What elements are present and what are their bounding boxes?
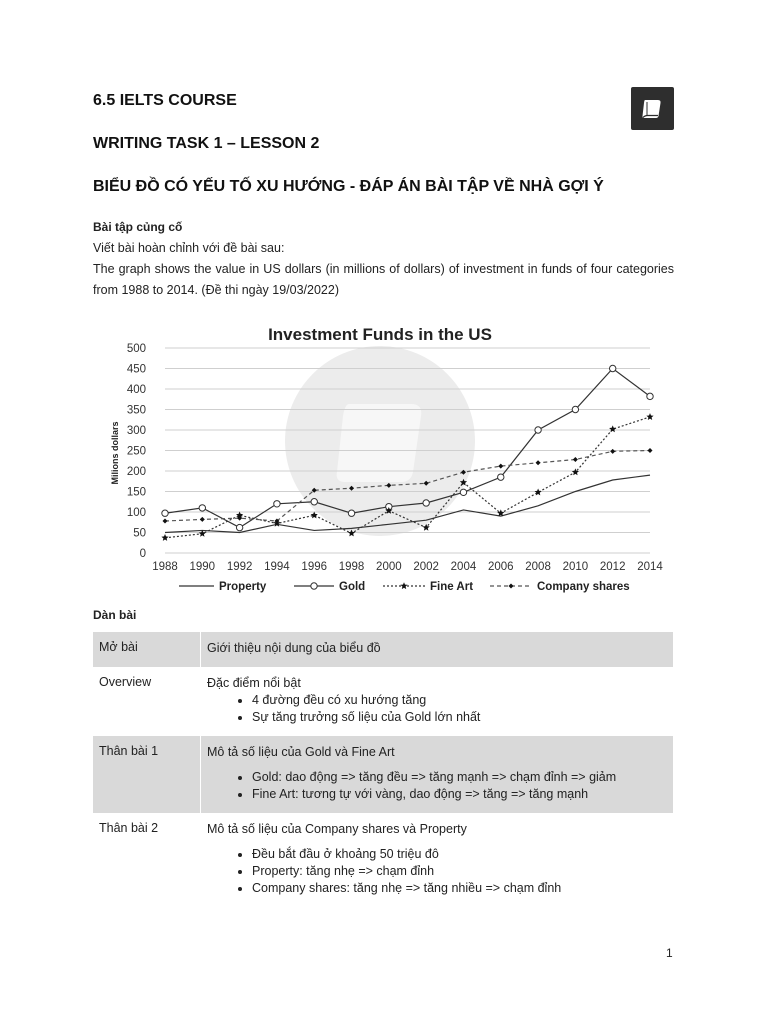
section-text: Mô tả số liệu của Company shares và Property — [207, 822, 467, 836]
lesson-title: WRITING TASK 1 – LESSON 2 — [93, 135, 320, 152]
x-tick-label: 1992 — [226, 561, 253, 573]
legend-marker — [509, 584, 514, 589]
outline-table — [93, 632, 673, 907]
x-tick-label: 1998 — [338, 561, 365, 573]
data-point — [311, 512, 318, 519]
y-tick-label: 300 — [126, 425, 146, 437]
table-row — [93, 632, 673, 667]
x-tick-label: 2002 — [413, 561, 439, 573]
data-point — [647, 393, 653, 399]
watermark-logo — [285, 346, 475, 536]
data-point — [573, 457, 578, 462]
chart-title: Investment Funds in the US — [268, 325, 492, 344]
task-prompt: The graph shows the value in US dollars (in millions of dollars) of investment in funds of four categories from 1988 to 2014. (Đề thi ngày 19/03/2022) — [93, 262, 674, 297]
x-tick-label: 2008 — [525, 561, 551, 573]
legend-marker — [311, 583, 317, 589]
data-point — [609, 365, 615, 371]
list-item: • Company shares: tăng nhẹ => tăng nhiều => chạm đỉnh — [252, 880, 667, 897]
y-tick-label: 250 — [126, 445, 146, 458]
data-point — [535, 427, 541, 433]
content-cell — [201, 736, 674, 813]
data-point — [163, 519, 168, 524]
x-tick-label: 1994 — [264, 561, 290, 573]
legend-item — [294, 581, 365, 593]
data-point — [609, 425, 616, 432]
section-text: Mô tả số liệu của Gold và Fine Art — [207, 745, 395, 759]
data-point — [236, 524, 242, 530]
data-point — [200, 517, 205, 522]
page-number: 1 — [666, 946, 673, 960]
exercise-instruction: Viết bài hoàn chỉnh với đề bài sau: — [93, 241, 285, 255]
legend-label: Fine Art — [430, 581, 474, 593]
section-text: Giới thiệu nội dung của biểu đồ — [207, 641, 381, 655]
data-point — [646, 413, 653, 420]
x-tick-label: 2012 — [599, 561, 626, 573]
table-row — [93, 667, 673, 736]
list-item: • 4 đường đều có xu hướng tăng — [252, 692, 667, 709]
data-point — [348, 510, 354, 516]
page-title: BIỂU ĐỒ CÓ YẾU TỐ XU HƯỚNG - ĐÁP ÁN BÀI TẬP VỀ NHÀ GỢI Ý — [93, 178, 604, 195]
x-tick-label: 2010 — [562, 561, 589, 573]
list-item: • Gold: dao động => tăng đều => tăng mạnh => chạm đỉnh => giảm — [252, 769, 667, 786]
chart-legend — [179, 581, 630, 593]
y-axis-ticks — [127, 343, 146, 560]
list-item: • Fine Art: tương tự với vàng, dao động => tăng => tăng mạnh — [252, 786, 667, 803]
legend-item — [179, 581, 267, 593]
outline-label: Dàn bài — [93, 608, 137, 622]
table-row — [93, 813, 673, 907]
y-tick-label: 0 — [139, 548, 146, 560]
data-point — [199, 505, 205, 511]
x-tick-label: 2004 — [450, 561, 477, 573]
legend-item — [383, 581, 473, 593]
list-item: • Property: tăng nhẹ => chạm đỉnh — [252, 863, 667, 880]
data-point — [572, 406, 578, 412]
x-tick-label: 1996 — [301, 561, 328, 573]
y-tick-label: 500 — [126, 343, 146, 355]
bullet-list — [207, 846, 667, 897]
data-point — [535, 489, 542, 496]
legend-item — [490, 581, 630, 593]
bullet-list — [207, 692, 667, 726]
bullet-list — [207, 769, 667, 803]
book-icon — [631, 87, 674, 130]
data-point — [498, 464, 503, 469]
y-tick-label: 400 — [126, 384, 146, 396]
line-chart — [93, 316, 673, 601]
data-point — [648, 448, 653, 453]
data-point — [498, 474, 504, 480]
x-tick-label: 2000 — [376, 561, 402, 573]
legend-marker — [400, 582, 407, 589]
data-point — [610, 449, 615, 454]
legend-label: Company shares — [537, 581, 630, 593]
section-cell: Mở bài — [93, 632, 201, 667]
x-tick-label: 1990 — [189, 561, 216, 573]
course-title: 6.5 IELTS COURSE — [93, 92, 237, 109]
x-tick-label: 2014 — [637, 561, 663, 573]
legend-label: Gold — [339, 581, 366, 593]
x-axis-ticks — [152, 561, 663, 573]
data-point — [274, 501, 280, 507]
section-cell: Thân bài 1 — [93, 736, 201, 813]
list-item: • Đều bắt đầu ở khoảng 50 triệu đô — [252, 846, 667, 863]
x-tick-label: 1988 — [152, 561, 178, 573]
content-cell — [201, 632, 674, 667]
data-point — [460, 489, 466, 495]
section-text: Đặc điểm nổi bật — [207, 676, 301, 690]
exercise-label: Bài tập củng cố — [93, 220, 183, 234]
y-tick-label: 350 — [126, 404, 146, 417]
legend-label: Property — [219, 581, 267, 593]
x-tick-label: 2006 — [487, 561, 514, 573]
y-tick-label: 100 — [126, 507, 146, 519]
y-tick-label: 450 — [126, 363, 146, 376]
y-axis-label: Milions dollars — [110, 421, 120, 485]
data-point — [161, 534, 168, 541]
content-cell — [201, 813, 674, 907]
section-cell: Overview — [93, 667, 201, 736]
table-row — [93, 736, 673, 813]
data-point — [536, 460, 541, 465]
y-tick-label: 200 — [126, 466, 146, 478]
data-point — [162, 510, 168, 516]
section-cell: Thân bài 2 — [93, 813, 201, 907]
list-item: • Sự tăng trưởng số liệu của Gold lớn nhất — [252, 709, 667, 726]
y-tick-label: 50 — [133, 527, 146, 540]
y-tick-label: 150 — [126, 486, 146, 499]
content-cell — [201, 667, 674, 736]
data-point — [311, 499, 317, 505]
data-point — [423, 500, 429, 506]
